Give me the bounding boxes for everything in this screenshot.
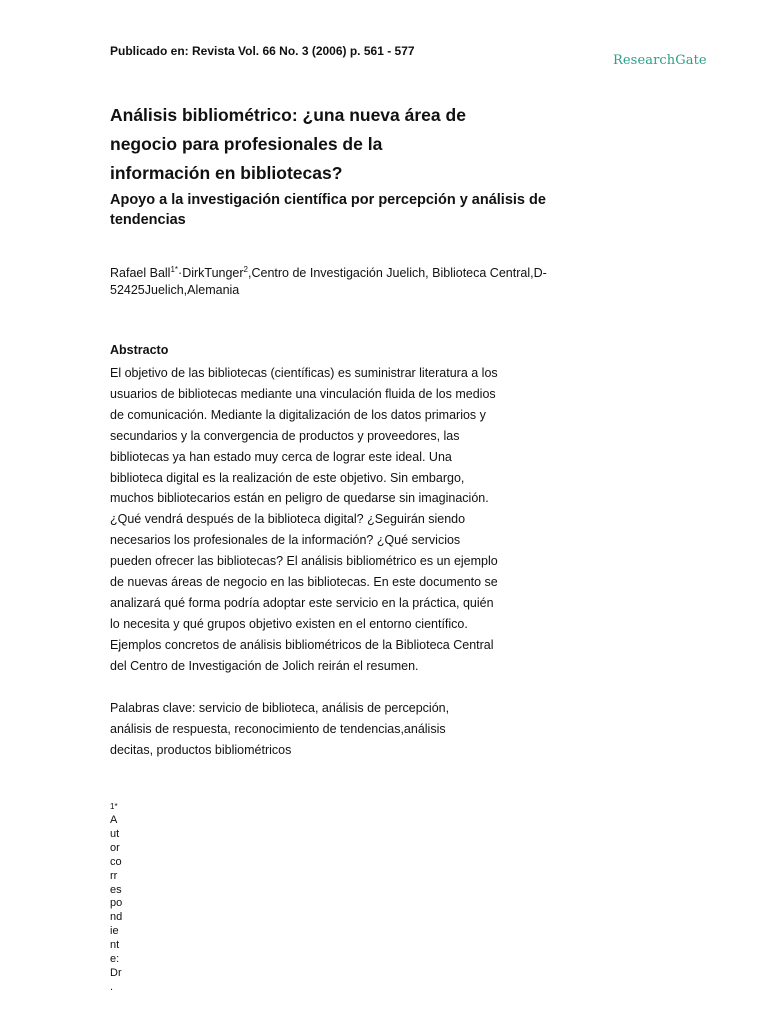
abstract-line: usuarios de bibliotecas mediante una vinculación fluida de los medios [110, 386, 496, 401]
footnote-marker: 1* [110, 802, 118, 811]
abstract-line: muchos bibliotecarios están en peligro de quedarse sin imaginación. [110, 491, 489, 506]
authors-affiliation [110, 265, 580, 299]
footnote-fragment: . [110, 980, 114, 993]
researchgate-logo[interactable]: ResearchGate [613, 53, 707, 68]
footnote-fragment: nt [110, 939, 120, 952]
affiliation-line: 52425Juelich,Alemania [110, 283, 240, 297]
abstract-line: de comunicación. Mediante la digitalización de los datos primarios y [110, 407, 486, 422]
abstract-line: lo necesita y qué grupos objetivo existen en el entorno científico. [110, 616, 468, 631]
publication-line: Publicado en: Revista Vol. 66 No. 3 (2006) p. 561 - 577 [110, 44, 415, 58]
title-line: información en bibliotecas? [110, 163, 343, 183]
abstract-line: ¿Qué vendrá después de la biblioteca digital? ¿Seguirán siendo [110, 512, 466, 527]
title-line: Análisis bibliométrico: ¿una nueva área de [110, 105, 466, 125]
subtitle-line: tendencias [110, 212, 186, 228]
abstract-heading: Abstracto [110, 343, 169, 357]
footnote-fragment: Dr [110, 966, 122, 979]
keywords [110, 698, 530, 761]
abstract-line: necesarios los profesionales de la información? ¿Qué servicios [110, 533, 461, 548]
subtitle-line: Apoyo a la investigación científica por percepción y análisis de [110, 192, 546, 208]
keywords-line: Palabras clave: servicio de biblioteca, análisis de percepción, [110, 701, 450, 715]
abstract-line: analizará qué forma podría adoptar este servicio en la práctica, quién [110, 595, 494, 610]
footnote-fragment: po [110, 897, 123, 910]
affiliation-text: ,Centro de Investigación Juelich, Biblioteca Central,D- [248, 266, 547, 280]
footnote-fragment: co [110, 855, 122, 868]
footnote-fragment: e: [110, 953, 120, 966]
abstract-line: Ejemplos concretos de análisis bibliométricos de la Biblioteca Central [110, 637, 494, 652]
footnote-marker: 2 [243, 264, 248, 274]
abstract-body [110, 363, 530, 677]
title-line: negocio para profesionales de la [110, 134, 383, 154]
author-name: Rafael Ball [110, 266, 171, 280]
footnote-fragment: A [110, 814, 118, 826]
author-separator: · [178, 266, 183, 280]
abstract-line: pueden ofrecer las bibliotecas? El análisis bibliométrico es un ejemplo [110, 554, 498, 569]
abstract-line: de nuevas áreas de negocio en las bibliotecas. En este documento se [110, 575, 498, 590]
authors-line [110, 265, 580, 282]
abstract-line: El objetivo de las bibliotecas (científicas) es suministrar literatura a los [110, 366, 498, 380]
footnote-fragment: or [110, 841, 120, 854]
footnote-marker: 1* [170, 264, 179, 274]
abstract-line: del Centro de Investigación de Jolich reirán el resumen. [110, 658, 419, 673]
footnote [110, 800, 122, 995]
footnote-fragment: ie [110, 925, 119, 938]
abstract-line: bibliotecas ya han estado muy cerca de lograr este ideal. Una [110, 449, 452, 464]
abstract-line: secundarios y la convergencia de productos y proveedores, las [110, 428, 460, 443]
footnote-fragment: es [110, 883, 122, 896]
paper-subtitle [110, 190, 590, 230]
footnote-fragment: rr [110, 869, 118, 882]
keywords-line: análisis de respuesta, reconocimiento de tendencias,análisis [110, 721, 446, 736]
abstract-line: biblioteca digital es la realización de este objetivo. Sin embargo, [110, 470, 465, 485]
paper-title [110, 101, 510, 188]
keywords-line: decitas, productos bibliométricos [110, 742, 292, 757]
footnote-fragment: ut [110, 827, 120, 840]
author-name: DirkTunger [182, 266, 244, 280]
footnote-fragment: nd [110, 911, 123, 924]
